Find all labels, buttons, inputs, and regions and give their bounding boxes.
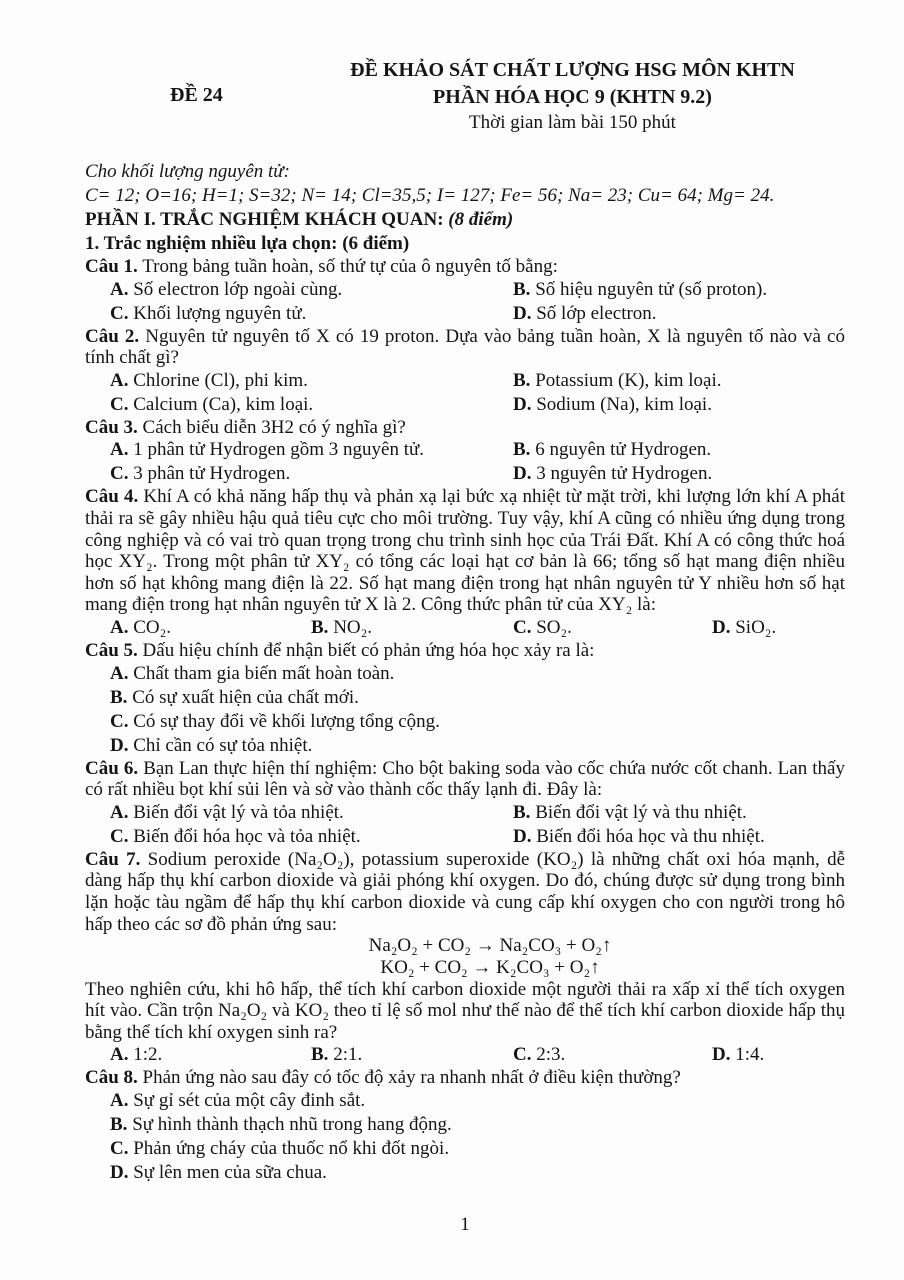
question-label: Câu 6.	[85, 757, 139, 779]
option-label: C.	[513, 1044, 532, 1066]
part1-heading-line	[85, 208, 845, 232]
option-label: D.	[712, 1044, 731, 1066]
question-label: Câu 7.	[85, 848, 141, 870]
option: A. Chất tham gia biến mất hoàn toàn.	[110, 662, 395, 684]
option: B. Biến đổi vật lý và thu nhiệt.	[513, 801, 747, 823]
option: D. Số lớp electron.	[513, 302, 657, 324]
question	[85, 486, 845, 640]
options-grid	[85, 1089, 845, 1185]
option-label: A.	[110, 278, 129, 300]
exam-title: ĐỀ KHẢO SÁT CHẤT LƯỢNG HSG MÔN KHTN	[350, 59, 795, 81]
option: B. Potassium (K), kim loại.	[513, 369, 722, 391]
option: B. Sự hình thành thạch nhũ trong hang động.	[110, 1113, 452, 1135]
exam-subtitle: PHẦN HÓA HỌC 9 (KHTN 9.2)	[433, 86, 712, 108]
question	[85, 1067, 845, 1185]
question-text-after: Theo nghiên cứu, khi hô hấp, thể tích khí carbon dioxide một người thải ra xấp xỉ thể tích oxygen hít vào. Cần trộn Na₂O₂ và KO₂ theo tỉ lệ số mol như thế nào để thể tích khí carbon dioxide hấp thụ bằng thể tích khí oxygen sinh ra?	[85, 978, 845, 1043]
option-label: B.	[513, 439, 531, 461]
option-label: D.	[712, 616, 731, 638]
option-label: C.	[110, 463, 129, 485]
option-label: D.	[110, 734, 129, 756]
option: C. 3 phân tử Hydrogen.	[110, 463, 291, 485]
option: A. Sự gỉ sét của một cây đinh sắt.	[110, 1089, 366, 1111]
exam-header	[85, 57, 845, 135]
options-grid	[85, 662, 845, 758]
option-label: A.	[110, 439, 129, 461]
question-text: Câu 5. Dấu hiệu chính để nhận biết có phản ứng hóa học xảy ra là:	[85, 639, 595, 661]
question	[85, 256, 845, 326]
question-text: Câu 3. Cách biểu diễn 3H2 có ý nghĩa gì?	[85, 416, 406, 438]
options-grid	[85, 369, 845, 417]
question-label: Câu 8.	[85, 1067, 138, 1089]
question-label: Câu 3.	[85, 416, 138, 438]
option-label: C.	[110, 825, 129, 847]
option-label: D.	[513, 393, 532, 415]
option-label: C.	[110, 302, 129, 324]
option-label: D.	[513, 463, 532, 485]
question-label: Câu 2.	[85, 325, 140, 347]
option: A. Biến đổi vật lý và tỏa nhiệt.	[110, 801, 344, 823]
section1-heading: 1. Trắc nghiệm nhiều lựa chọn: (6 điểm)	[85, 233, 410, 254]
option-label: A.	[110, 616, 129, 638]
exam-subtitle-row	[85, 84, 845, 110]
option: B. NO₂.	[311, 616, 373, 638]
exam-code: ĐỀ 24	[170, 84, 223, 106]
options-grid	[85, 616, 845, 640]
option: B. Có sự xuất hiện của chất mới.	[110, 686, 359, 708]
option-label: B.	[110, 686, 128, 708]
option-label: B.	[513, 369, 531, 391]
option: C. Biến đổi hóa học và tỏa nhiệt.	[110, 825, 361, 847]
question-label: Câu 4.	[85, 486, 139, 508]
option: B. 2:1.	[311, 1044, 363, 1066]
option: D. Sự lên men của sữa chua.	[110, 1161, 327, 1183]
equation-block	[135, 935, 845, 978]
option-label: C.	[110, 710, 129, 732]
options-grid	[85, 801, 845, 849]
option-label: D.	[513, 302, 532, 324]
question-text: Câu 4. Khí A có khả năng hấp thụ và phản xạ lại bức xạ nhiệt từ mặt trời, khi lượng lớn khí A phát thải ra sẽ gây nhiều hậu quả tiêu cực cho môi trường. Tuy vậy, khí A cũng có nhiều ứng dụng trong công nghiệp và có vai trò quan trọng trong chu trình sinh học của Trái Đất. Khí A có công thức hoá học XY₂. Trong một phân tử XY₂ có tổng các loại hạt cơ bản là 66; tổng số hạt mang điện nhiều hơn số hạt không mang điện là 22. Số hạt mang điện trong hạt nhân nguyên tử Y nhiều hơn số hạt mang điện trong hạt nhân nguyên tử X là 2. Công thức phân tử của XY₂ là:	[85, 486, 845, 616]
option-label: A.	[110, 369, 129, 391]
option: D. Biến đổi hóa học và thu nhiệt.	[513, 825, 765, 847]
atomic-masses-label: Cho khối lượng nguyên tử:	[85, 161, 291, 182]
option-label: A.	[110, 662, 129, 684]
options-grid	[85, 438, 845, 486]
options-grid	[85, 278, 845, 326]
page-number: 1	[460, 1214, 470, 1235]
option-label: A.	[110, 801, 129, 823]
part1-points: (8 điểm)	[448, 209, 514, 230]
question	[85, 326, 845, 417]
option: A. 1:2.	[110, 1044, 163, 1066]
option: B. Số hiệu nguyên tử (số proton).	[513, 278, 768, 300]
option-label: C.	[110, 393, 129, 415]
option: D. Sodium (Na), kim loại.	[513, 393, 712, 415]
option: C. Khối lượng nguyên tử.	[110, 302, 307, 324]
option-label: C.	[513, 616, 532, 638]
atomic-masses-values: C= 12; O=16; H=1; S=32; N= 14; Cl=35,5; I= 127; Fe= 56; Na= 23; Cu= 64; Mg= 24.	[85, 185, 775, 206]
option-label: C.	[110, 1137, 129, 1159]
option: C. Có sự thay đổi về khối lượng tổng cộng.	[110, 710, 440, 732]
option: B. 6 nguyên tử Hydrogen.	[513, 439, 712, 461]
option: C. 2:3.	[513, 1044, 566, 1066]
option-label: A.	[110, 1044, 129, 1066]
question-text: Câu 8. Phản ứng nào sau đây có tốc độ xảy ra nhanh nhất ở điều kiện thường?	[85, 1067, 681, 1089]
option: C. SO₂.	[513, 616, 572, 638]
question-text: Câu 1. Trong bảng tuần hoàn, số thứ tự của ô nguyên tố bằng:	[85, 256, 558, 277]
option-label: B.	[311, 616, 329, 638]
question-text: Câu 6. Bạn Lan thực hiện thí nghiệm: Cho bột baking soda vào cốc chứa nước cốt chanh. Lan thấy có rất nhiều bọt khí sủi lên và sờ vào thành cốc thấy lạnh đi. Đây là:	[85, 757, 845, 801]
part1-heading: PHẦN I. TRẮC NGHIỆM KHÁCH QUAN:	[85, 209, 444, 230]
option: C. Phản ứng cháy của thuốc nổ khi đốt ngòi.	[110, 1137, 450, 1159]
exam-duration: Thời gian làm bài 150 phút	[469, 112, 676, 133]
option: A. 1 phân tử Hydrogen gồm 3 nguyên tử.	[110, 439, 425, 461]
question	[85, 417, 845, 487]
option-label: B.	[311, 1044, 329, 1066]
question-text: Câu 2. Nguyên tử nguyên tố X có 19 proton. Dựa vào bảng tuần hoàn, X là nguyên tố nào và có tính chất gì?	[85, 325, 845, 369]
option-label: D.	[110, 1161, 129, 1183]
option: D. 1:4.	[712, 1044, 765, 1066]
option: D. Chỉ cần có sự tỏa nhiệt.	[110, 734, 313, 756]
question	[85, 640, 845, 758]
option: A. Số electron lớp ngoài cùng.	[110, 278, 343, 300]
option-label: B.	[513, 278, 531, 300]
option-label: B.	[110, 1113, 128, 1135]
option-label: A.	[110, 1089, 129, 1111]
option-label: B.	[513, 801, 531, 823]
equation-line: Na₂O₂ + CO₂ → Na₂CO₃ + O₂↑	[368, 935, 612, 957]
question-label: Câu 5.	[85, 639, 138, 661]
option: A. Chlorine (Cl), phi kim.	[110, 369, 308, 391]
question-text: Câu 7. Sodium peroxide (Na₂O₂), potassium superoxide (KO₂) là những chất oxi hóa mạnh, dễ dàng hấp thụ khí carbon dioxide và giải phóng khí oxygen. Do đó, chúng được sử dụng trong bình lặn hoặc tàu ngầm để hấp thụ khí carbon dioxide và cung cấp khí oxygen cho con người trong hô hấp theo các sơ đồ phản ứng sau:	[85, 848, 845, 935]
equation-line: KO₂ + CO₂ → K₂CO₃ + O₂↑	[380, 956, 600, 978]
option: D. 3 nguyên tử Hydrogen.	[513, 463, 713, 485]
option: C. Calcium (Ca), kim loại.	[110, 393, 314, 415]
option: D. SiO₂.	[712, 616, 777, 638]
option: A. CO₂.	[110, 616, 172, 638]
option-label: D.	[513, 825, 532, 847]
question	[85, 849, 845, 1068]
options-grid	[85, 1043, 845, 1067]
question-label: Câu 1.	[85, 256, 138, 277]
exam-intro	[85, 160, 845, 256]
questions-container	[85, 256, 845, 1185]
question	[85, 758, 845, 849]
